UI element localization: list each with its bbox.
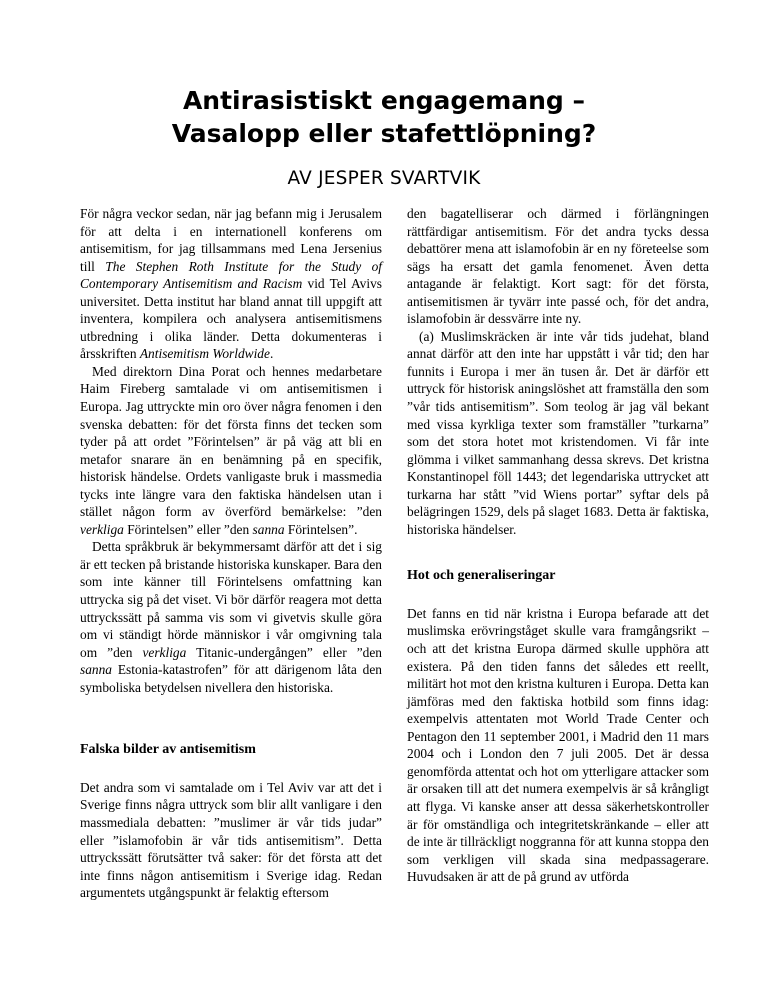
section-heading: Hot och generaliseringar: [407, 568, 556, 584]
right-column: [407, 205, 709, 886]
article-title: [60, 84, 708, 150]
title-line-1: Antirasistiskt engagemang –: [182, 86, 586, 115]
paragraph: Det andra som vi samtalade om i Tel Aviv var att det i Sverige finns några uttryck som blir allt vanligare i den massmediala debatten: ”muslimer är vår tids judar” eller ”islamofobin är vår tids antisemitism”. Detta uttryckssätt förutsätter två saker: för det första att det inte finns någon antisemitism i Sverige idag. Redan argumentets utgångspunkt är felaktig eftersom: [80, 779, 382, 901]
left-column: [80, 205, 382, 902]
paragraph: den bagatelliserar och därmed i förlängningen rättfärdigar antisemitism. För det andra tycks dessa debattörer mena att islamofobin är en ny företeelse som sägs ha ersatt det gamla fenomenet. Även detta antagande är felaktigt. Kort sagt: för det första, antisemitismen är tyvärr inte passé och, för det andra, islamofobin är dessvärre inte ny.: [407, 206, 709, 327]
paragraph: (a) Muslimskräcken är inte vår tids judehat, bland annat därför att den inte har uppstått i vår tid; den har funnits i Europa i mer än tusen år. Det är därför ett uttryck för historisk aningslöshet att framställa den som ”vår tids antisemitism”. Som teolog är jag väl bekant med vissa kyrkliga texter som framställer ”turkarna” som det stora hotet mot kristendomen. Vi får inte glömma i vilket sammanhang dessa skrevs. Det kristna Konstantinopel föll 1443; det legendariska uttrycket att turkarna har stått ”vid Wiens portar” syftar dels på belägringen 1529, dels på slaget 1683. Detta är faktiska, historiska händelser.: [407, 328, 709, 537]
paragraph: Detta språkbruk är bekymmersamt därför att det i sig är ett tecken på bristande historiska kunskaper. Bara den som inte känner till Förintelsens omfattning kan uttrycka sig på det viset. Vi bör därför reagera mot detta uttryckssätt på samma vis som vi givetvis skulle göra om vi ständigt hörde människor i vår omgivning tala om ”den verkliga Titanic-undergången” eller ”den sanna Estonia-katastrofen” för att därigenom låta den symboliska betydelsen nivellera den historiska.: [80, 539, 382, 695]
title-line-2: Vasalopp eller stafettlöpning?: [171, 119, 597, 148]
paragraph: För några veckor sedan, när jag befann mig i Jerusalem för att delta i en internationell konferens om antisemitism, for jag tillsammans med Lena Jersenius till The Stephen Roth Institute for the Study of Contemporary Antisemitism and Racism vid Tel Avivs universitet. Detta institut har bland annat till uppgift att inventera, kompilera och analysera antisemitismens utbredning i olika länder. Detta dokumenteras i årsskriften Antisemitism Worldwide.: [80, 206, 382, 362]
paragraph: Med direktorn Dina Porat och hennes medarbetare Haim Fireberg samtalade vi om antisemitismen i Europa. Jag uttryckte min oro över några fenomen i den svenska debatten: för det första finns det tecken som tyder på att ordet ”Förintelsen” är på väg att bli en metafor snarare än en benämning på en specifik, historisk händelse. Ordets vanligaste bruk i massmedia tycks inte längre vara den faktiska händelsen utan i stället någon form av överförd bemärkelse: ”den verkliga Förintelsen” eller ”den sanna Förintelsen”.: [80, 363, 382, 537]
section-heading: Falska bilder av antisemitism: [80, 742, 256, 758]
article-author: AV JESPER SVARTVIK: [287, 168, 481, 189]
paragraph: Det fanns en tid när kristna i Europa befarade att det muslimska erövringståget skulle vara framgångsrikt – och att det kristna Europa därmed skulle upphöra att existera. På den tiden fanns det således ett reellt, militärt hot mot den kristna kulturen i Europa. Detta kan jämföras med den faktiska hotbild som finns idag: exempelvis attentaten mot World Trade Center och Pentagon den 11 september 2001, i Madrid den 11 mars 2004 och i London den 7 juli 2005. Det är dessa genomförda attentat och hot om ytterligare attacker som är orsaken till att det numera exempelvis är så krångligt att flyga. Vi kanske anser att dessa säkerhetskontroller är för omständliga och integritetskränkande – eller att de inte är tillräckligt noggranna för att kunna stoppa den som verkligen vill skada sina medpassagerare. Huvudsaken är att de på grund av utförda: [407, 605, 709, 885]
